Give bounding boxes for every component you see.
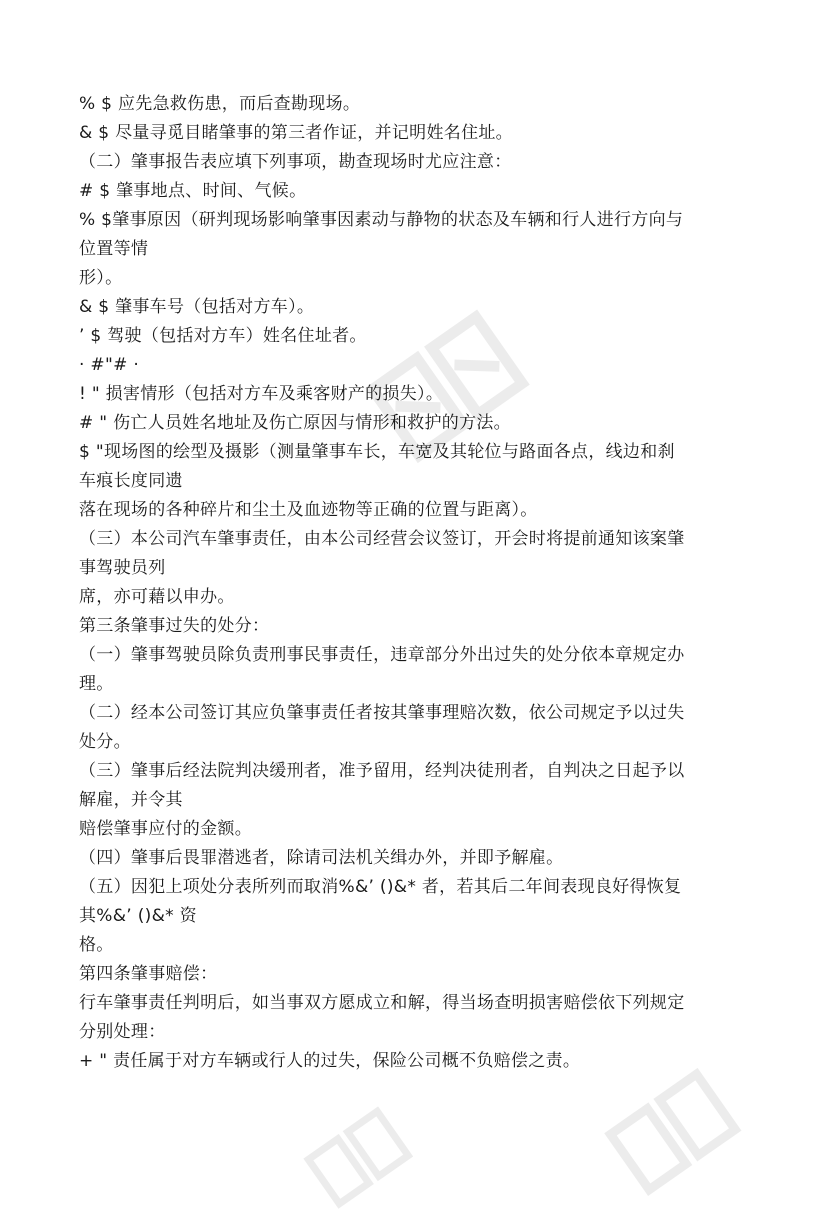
text-line: % $肇事原因（研判现场影响肇事因素动与静物的状态及车辆和行人进行方向与 [79,210,684,230]
text-line: 第四条肇事赔偿： [79,964,218,984]
text-line: 其%&’ ()&* 资 [79,906,197,926]
text-line: 处分。 [79,732,131,752]
text-line: 席，亦可藉以申办。 [79,587,235,607]
text-line: & $ 尽量寻觅目睹肇事的第三者作证，并记明姓名住址。 [79,123,513,143]
text-line: （四）肇事后畏罪潜逃者，除请司法机关缉办外，并即予解雇。 [79,848,564,868]
text-line: · #"# · [79,355,140,375]
text-line: （五）因犯上项处分表所列而取消%&’ ()&* 者，若其后二年间表现良好得恢复 [79,877,682,897]
text-line: # " 伤亡人员姓名地址及伤亡原因与情形和救护的方法。 [79,413,511,433]
text-line: （一）肇事驾驶员除负责刑事民事责任，违章部分外出过失的处分依本章规定办 [79,645,685,665]
watermark-logo [600,1060,750,1210]
text-line: # $ 肇事地点、时间、气候。 [79,181,307,201]
watermark-logo [300,1100,420,1220]
text-line: （三）肇事后经法院判决缓刑者，准予留用，经判决徒刑者，自判决之日起予以 [79,761,685,781]
text-line: $ "现场图的绘型及摄影（测量肇事车长，车宽及其轮位与路面各点，线边和刹 [79,442,675,462]
text-line: % $ 应先急救伤患，而后查勘现场。 [79,94,361,114]
text-line: 第三条肇事过失的处分： [79,616,270,636]
text-line: 事驾驶员列 [79,558,166,578]
text-line: 解雇，并令其 [79,790,183,810]
text-line: 赔偿肇事应付的金额。 [79,819,252,839]
text-line: （二）肇事报告表应填下列事项，勘查现场时尤应注意： [79,152,512,172]
text-line: + " 责任属于对方车辆或行人的过失，保险公司概不负赔偿之责。 [79,1051,581,1071]
text-line: 格。 [79,935,114,955]
text-line: ’ $ 驾驶（包括对方车）姓名住址者。 [79,326,367,346]
text-line: 车痕长度同遗 [79,471,183,491]
text-line: （二）经本公司签订其应负肇事责任者按其肇事理赔次数，依公司规定予以过失 [79,703,685,723]
text-line: ! " 损害情形（包括对方车及乘客财产的损失）。 [79,384,444,404]
text-line: 落在现场的各种碎片和尘土及血迹物等正确的位置与距离）。 [79,500,538,520]
text-line: 分别处理： [79,1022,166,1042]
text-line: 形）。 [79,268,123,288]
text-line: （三）本公司汽车肇事责任，由本公司经营会议签订，开会时将提前通知该案肇 [79,529,685,549]
text-line: 行车肇事责任判明后，如当事双方愿成立和解，得当场查明损害赔偿依下列规定 [79,993,685,1013]
text-line: 理。 [79,674,114,694]
text-line: & $ 肇事车号（包括对方车）。 [79,297,315,317]
text-line: 位置等情 [79,239,149,259]
document-body [79,92,759,1071]
